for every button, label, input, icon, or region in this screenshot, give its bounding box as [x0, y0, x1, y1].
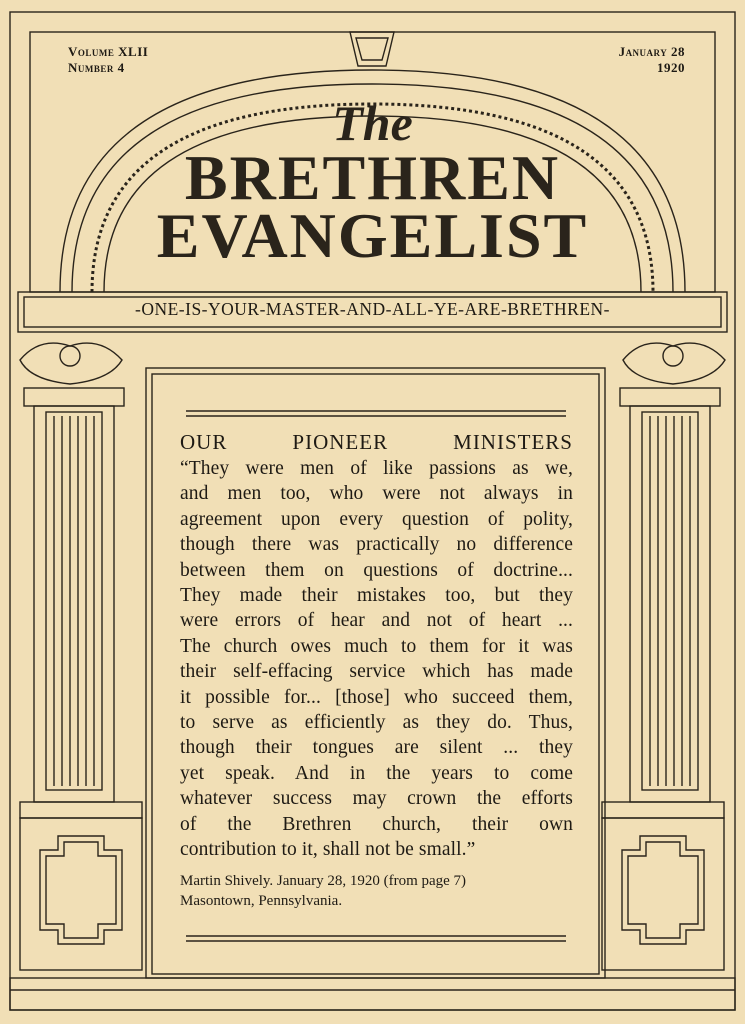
- quote-line: to serve as efficiently as they do. Thus,: [180, 712, 573, 734]
- quote-line: whatever success may crown the efforts: [180, 788, 573, 810]
- issue-date: [619, 44, 685, 76]
- quote-line: were errors of hear and not of heart ...: [180, 610, 573, 632]
- attribution-author: Martin Shively. January 28, 1920 (from page 7): [180, 872, 467, 889]
- title-the: The: [332, 95, 413, 151]
- volume-info: [68, 44, 148, 76]
- date-label: January 28: [618, 44, 685, 59]
- quote-line: “They were men of like passions as we,: [180, 458, 573, 479]
- volume-label: Volume XLII: [68, 44, 149, 59]
- quote-line: though there was practically no difference: [180, 534, 573, 556]
- heading-word: PIONEER: [292, 430, 389, 454]
- year-label: 1920: [657, 60, 685, 75]
- quote-line: of the Brethren church, their own: [180, 813, 573, 835]
- quote-line: yet speak. And in the years to come: [180, 762, 573, 784]
- quote-line: They made their mistakes too, but they: [180, 585, 573, 607]
- attribution-place: Masontown, Pennsylvania.: [180, 892, 343, 909]
- motto-banner: -ONE-IS-YOUR-MASTER-AND-ALL-YE-ARE-BRETHREN-: [135, 299, 610, 319]
- quote-line: contribution to it, shall not be small.”: [180, 839, 476, 861]
- quote-line: though their tongues are silent ... they: [180, 737, 573, 759]
- heading-word: OUR: [180, 430, 228, 454]
- heading-word: MINISTERS: [453, 430, 573, 454]
- quote-line: it possible for... [those] who succeed them,: [180, 686, 573, 708]
- article: [180, 429, 573, 911]
- number-label: Number 4: [68, 60, 125, 75]
- title-brethren: BRETHREN: [184, 142, 561, 213]
- article-heading: [180, 429, 573, 455]
- article-quote: [180, 456, 573, 863]
- quote-line: The church owes much to them for it was: [180, 635, 573, 657]
- quote-line: between them on questions of doctrine...: [180, 559, 573, 581]
- quote-line: and men too, who were not always in: [180, 483, 573, 505]
- title-evangelist: EVANGELIST: [156, 200, 589, 271]
- attribution: [180, 871, 573, 911]
- quote-line: their self-effacing service which has made: [180, 661, 573, 683]
- quote-line: agreement upon every question of polity,: [180, 508, 573, 530]
